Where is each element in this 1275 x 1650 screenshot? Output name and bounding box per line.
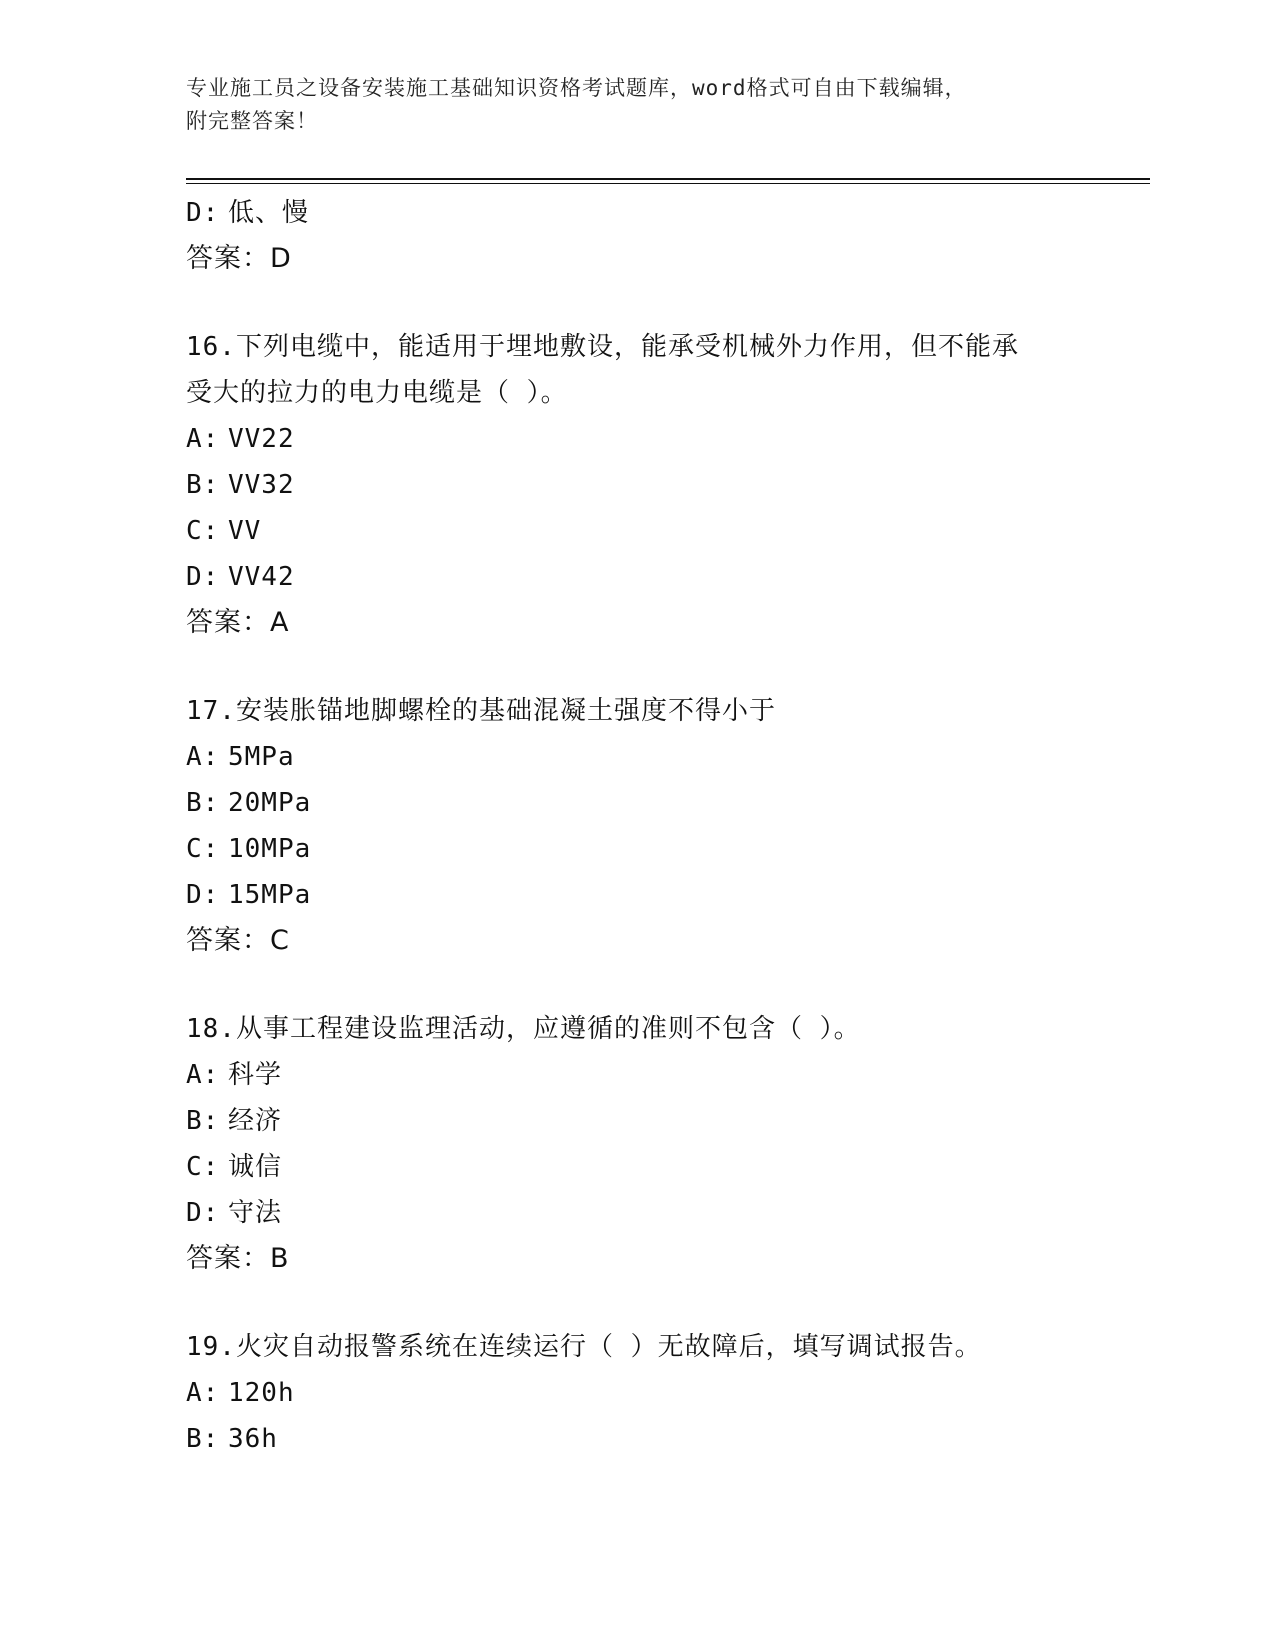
option-d [186,872,1106,918]
option-text: 120h [228,1378,295,1408]
option-label: A: [186,1378,220,1408]
question-text: 19.火灾自动报警系统在连续运行（ ）无故障后，填写调试报告。 [186,1332,982,1362]
question-text: 18.从事工程建设监理活动，应遵循的准则不包含（ ）。 [186,1014,861,1044]
option-text: 10MPa [228,834,312,864]
option-label: C: [186,834,220,864]
option-d [186,1190,1106,1236]
option-text: 低、慢 [228,198,310,228]
option-a [186,734,1106,780]
question-18 [186,1006,1106,1282]
question-16 [186,324,1106,646]
question-text: 16.下列电缆中，能适用于埋地敷设，能承受机械外力作用，但不能承 [186,332,1019,362]
option-d [186,554,1106,600]
option-label: A: [186,1060,220,1090]
answer-line: 答案：A [186,607,290,638]
option-c [186,826,1106,872]
option-c [186,1144,1106,1190]
option-text: 36h [228,1424,278,1454]
option-label: C: [186,1152,220,1182]
option-label: A: [186,424,220,454]
option-text: 科学 [228,1060,283,1090]
option-text: 诚信 [228,1152,283,1182]
option-b [186,780,1106,826]
option-c [186,508,1106,554]
option-text: VV22 [228,424,295,454]
option-label: D: [186,1198,220,1228]
option-label: D: [186,198,220,228]
option-text: 守法 [228,1198,283,1228]
option-text: 5MPa [228,742,295,772]
option-a [186,416,1106,462]
option-b [186,462,1106,508]
option-a [186,1370,1106,1416]
header-line-1: 专业施工员之设备安装施工基础知识资格考试题库，word格式可自由下载编辑， [186,76,967,100]
option-b [186,1416,1106,1462]
option-d [186,190,1106,236]
question-19 [186,1324,1106,1462]
header-divider-thin [186,183,1150,184]
question-text: 17.安装胀锚地脚螺栓的基础混凝土强度不得小于 [186,696,776,726]
answer-line: 答案：D [186,243,292,274]
header-divider-thick [186,178,1150,180]
option-label: B: [186,470,220,500]
option-text: VV32 [228,470,295,500]
header-line-2: 附完整答案！ [186,109,318,133]
option-text: VV42 [228,562,295,592]
answer-line: 答案：C [186,925,290,956]
question-17 [186,688,1106,964]
option-label: B: [186,1424,220,1454]
option-label: B: [186,1106,220,1136]
option-label: A: [186,742,220,772]
answer-line: 答案：B [186,1243,290,1274]
option-text: 15MPa [228,880,312,910]
option-text: 20MPa [228,788,312,818]
option-a [186,1052,1106,1098]
option-label: D: [186,562,220,592]
option-label: B: [186,788,220,818]
option-text: 经济 [228,1106,283,1136]
document-header [186,72,1086,138]
option-label: D: [186,880,220,910]
option-text: VV [228,516,262,546]
option-label: C: [186,516,220,546]
option-b [186,1098,1106,1144]
question-text: 受大的拉力的电力电缆是（ ）。 [186,378,568,408]
question-list [186,190,1106,1462]
